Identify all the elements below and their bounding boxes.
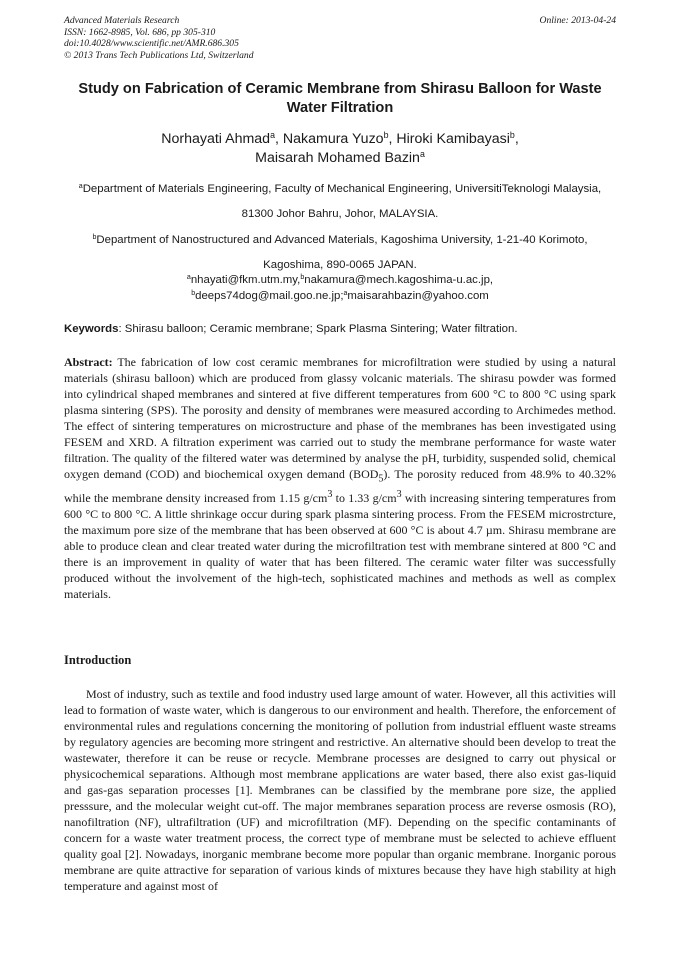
- online-date: Online: 2013-04-24: [539, 15, 616, 26]
- abstract-paragraph: [64, 354, 616, 602]
- email-mark: b: [191, 290, 196, 298]
- affiliation-mark: a: [78, 183, 83, 191]
- copyright-line: © 2013 Trans Tech Publications Ltd, Switzerland: [64, 49, 254, 61]
- author-name: Hiroki Kamibayasi: [396, 131, 510, 147]
- author-affiliation-mark: b: [509, 130, 515, 141]
- email-mark: b: [300, 274, 305, 282]
- journal-name: Advanced Materials Research: [64, 15, 180, 26]
- introduction-paragraph: Most of industry, such as textile and food industry used large amount of water. However, all this activities will lead to formation of waste water, which is dangerous to our environment and health. Therefore, the enforcement of environmental rules and regulations concerning the monitoring of pollution from industrial effluent waste streams by regulatory agencies are becoming more stringent and restrictive. An alternative should been develop to treat the wastewater, therefore it can be reuse or recycle. Membrane processes are designed to carry out physical or physicochemical separations. Although most membrane applications are water based, there also exist gas-liquid and gas-gas separation processes [1]. Membranes can be classified by the membrane pore size, the applied presssure, and the molecular weight cut-off. The major membranes separation process are reverse osmosis (RO), nanofiltration (NF), ultrafiltration (UF) and microfiltration (MF). Depending on the specific contaminants of concern for a waste water treatment process, the correct type of membrane must be selected to achieve effluent quality goal [2]. Nowadays, inorganic membrane become more popular than organic membrane. Inorganic porous membrane are quite attractive for separation of various kinds of mixtures because they have high stability at high temperature and against most of: [64, 687, 616, 893]
- author-name: Norhayati Ahmad: [161, 131, 271, 147]
- abstract-text: The fabrication of low cost ceramic membranes for microfiltration were studied by using a natural materials (shirasu balloon) which are produced from glassy volcanic materials. The shirasu powder was formed into cylindrical shaped membranes and sintered at five different temperatures from 600 °C to 800 °C using spark plasma sintering (SPS). The porosity and density of membranes were measured according to Archimedes method. The effect of sintering temperatures on microstructure and phase of the membranes has been investigated using FESEM and XRD. A filtration experiment was carried out to study the membrane performance for waste water filtration. The quality of the filtered water was determined by analyse the pH, turbidity, suspended solid, chemical oxygen demand (COD) and biochemical oxygen demand (BOD: [64, 355, 616, 481]
- author-emails: [64, 272, 616, 304]
- keywords-label: Keywords: [64, 323, 119, 335]
- author-separator: ,: [514, 131, 519, 147]
- email-address: nakamura@mech.kagoshima-u.ac.jp,: [304, 274, 494, 286]
- author-list: [64, 130, 616, 168]
- keywords-text: : Shirasu balloon; Ceramic membrane; Spark Plasma Sintering; Water filtration.: [118, 323, 518, 335]
- author-affiliation-mark: a: [419, 149, 425, 160]
- email-address: maisarahbazin@yahoo.com: [347, 290, 489, 302]
- doi-line: doi:10.4028/www.scientific.net/AMR.686.305: [64, 38, 239, 50]
- superscript: 3: [396, 489, 402, 501]
- author-affiliation-mark: a: [270, 130, 275, 141]
- affiliation-a: [64, 177, 616, 227]
- author-name: Maisarah Mohamed Bazin: [255, 150, 420, 166]
- affiliation-mark: b: [92, 234, 97, 242]
- affiliation-b: [64, 228, 616, 278]
- abstract-text: to 1.33 g/cm: [332, 491, 397, 506]
- abstract-text: ). The porosity reduced from 48.9% to 40.32% while the membrane density increased from 1.15 g/cm: [64, 467, 616, 506]
- email-mark: a: [343, 290, 348, 298]
- keywords-line: [64, 322, 616, 337]
- abstract-label: Abstract:: [64, 355, 113, 369]
- affiliation-text: Department of Materials Engineering, Faculty of Mechanical Engineering, UniversitiTeknologi Malaysia, 81300 Johor Bahru, Johor, MALAYSIA.: [82, 183, 602, 220]
- author-affiliation-mark: b: [383, 130, 389, 141]
- journal-header: [64, 15, 616, 61]
- affiliation-text: Department of Nanostructured and Advanced Materials, Kagoshima University, 1-21-40 Korimoto, Kagoshima, 890-0065 JAPAN.: [96, 234, 588, 271]
- section-heading-introduction: Introduction: [64, 653, 132, 667]
- subscript: 5: [378, 473, 384, 485]
- paper-title: Study on Fabrication of Ceramic Membrane from Shirasu Balloon for Waste Water Filtration: [78, 81, 602, 116]
- email-address: nhayati@fkm.utm.my,: [190, 274, 301, 286]
- superscript: 3: [327, 489, 333, 501]
- email-address: deeps74dog@mail.goo.ne.jp;: [195, 290, 344, 302]
- abstract-text: with increasing sintering temperatures from 600 °C to 800 °C. A little shrinkage occur during spark plasma sintering process. From the FESEM microstrcture, the maximum pore size of the membrane that has been observed at 600 °C is about 4.7 µm. Shirasu membrane are able to produce clean and clear treated water during the microfiltration test with membrane sintered at 800 °C and there is an improvement in quality of water that has been filtered. The ceramic water filter was successfully produced without the involvement of the high-tech, sophisticated machines and methods as well as complex materials.: [64, 491, 617, 602]
- issn-line: ISSN: 1662-8985, Vol. 686, pp 305-310: [64, 26, 216, 38]
- author-separator: ,: [274, 131, 283, 147]
- email-mark: a: [186, 274, 191, 282]
- author-separator: ,: [388, 131, 397, 147]
- author-name: Nakamura Yuzo: [282, 131, 384, 147]
